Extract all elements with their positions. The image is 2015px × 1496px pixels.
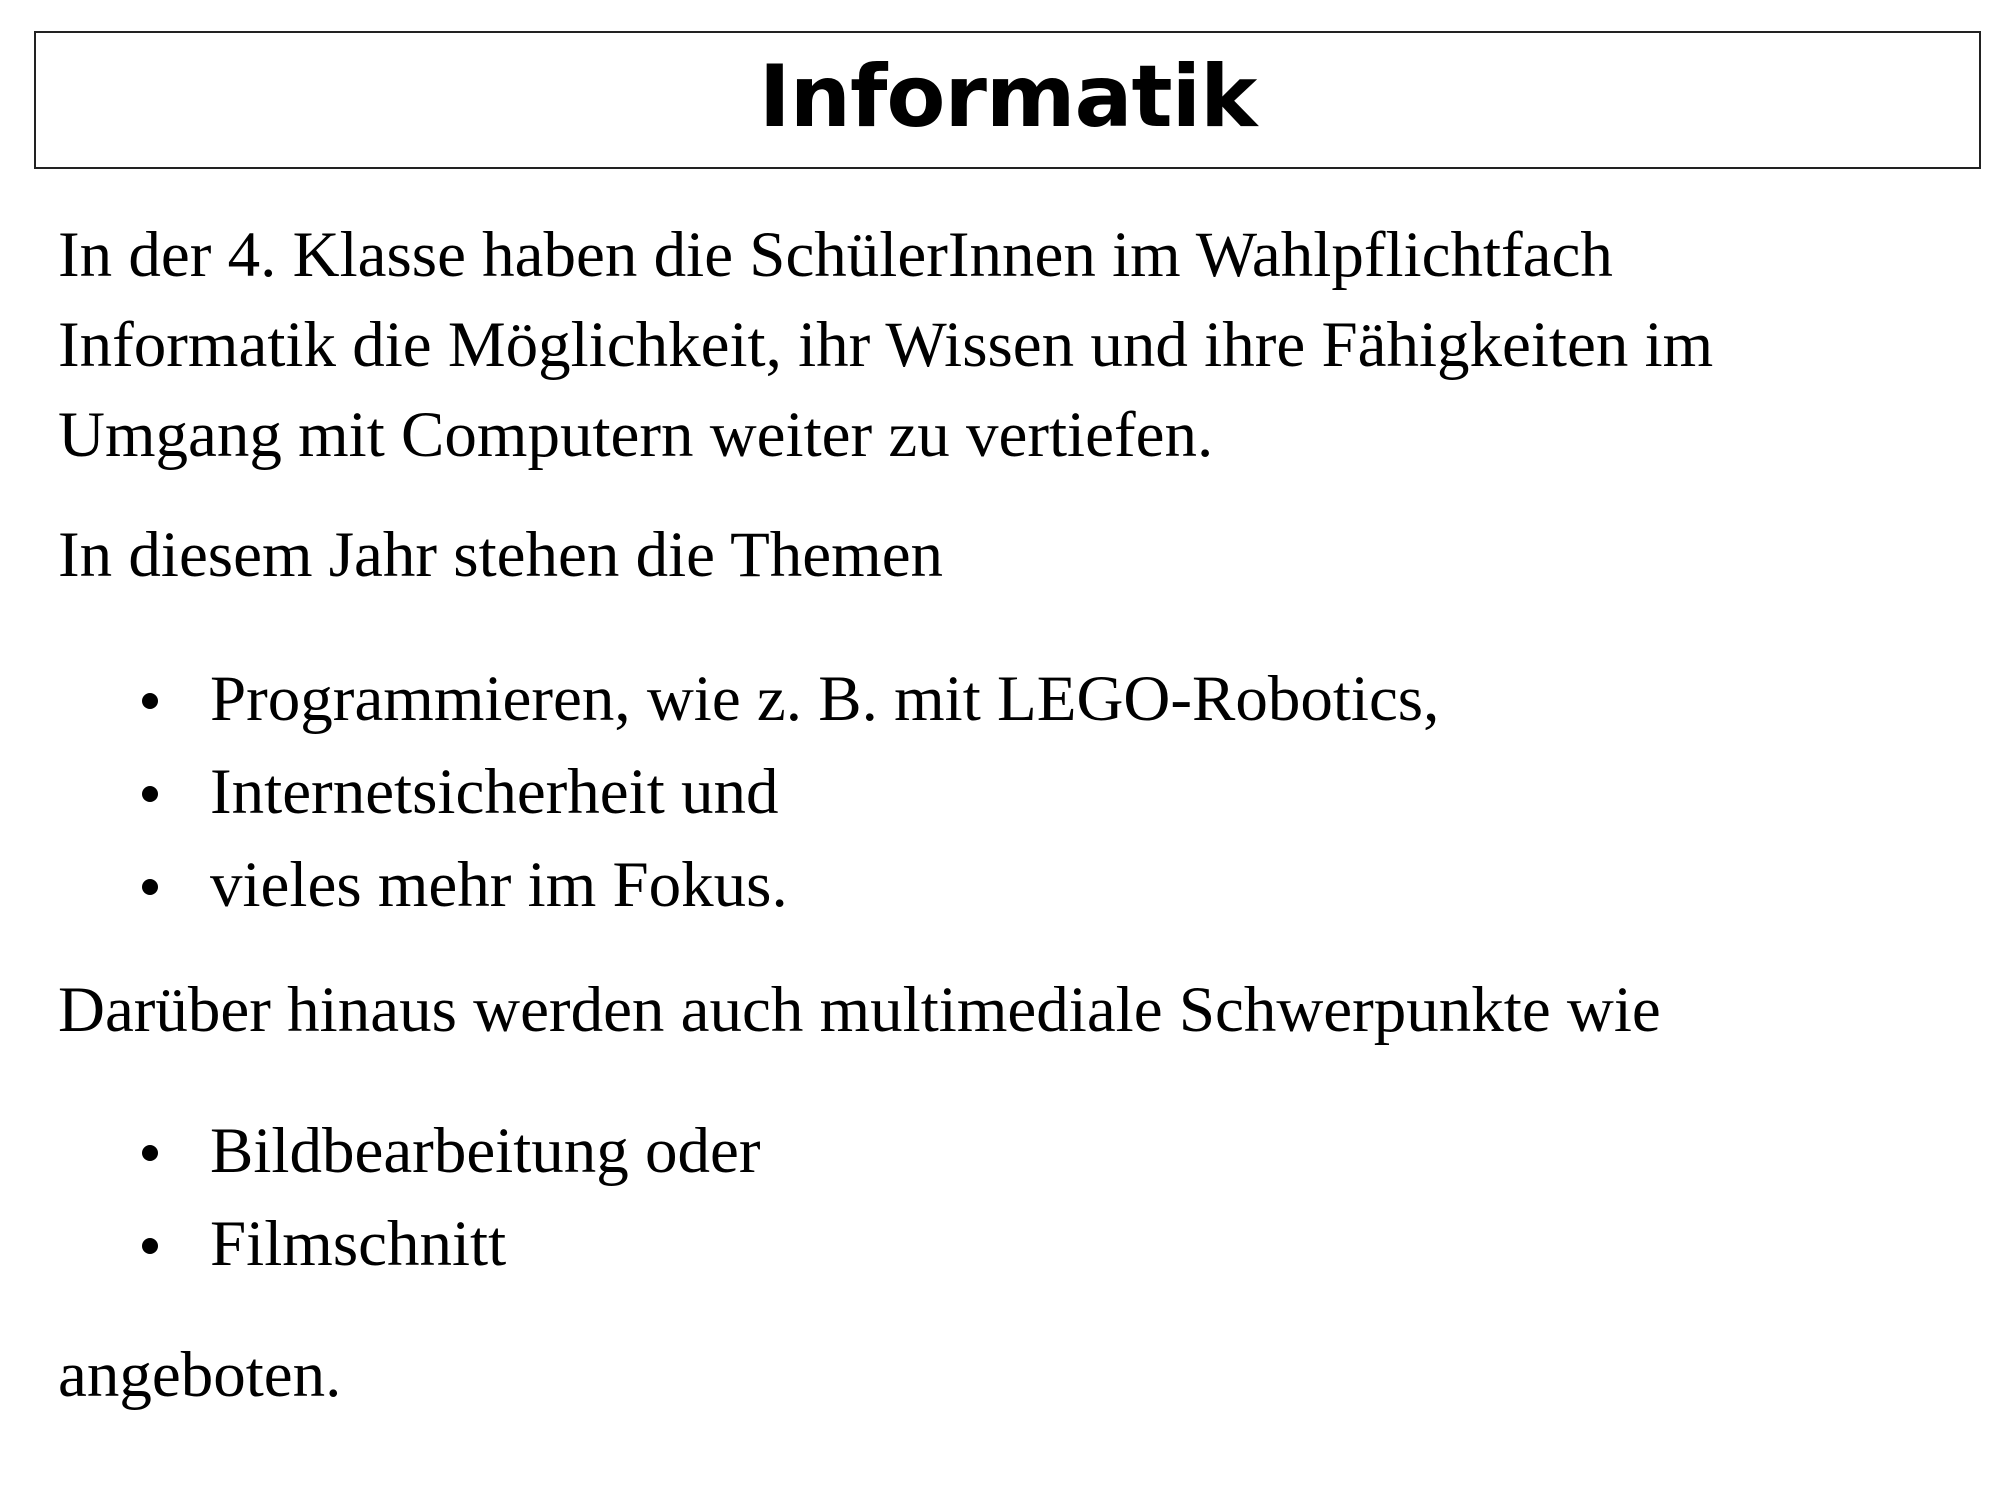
bullet-icon [142,879,158,895]
list-item [58,1198,761,1291]
multimedia-list [58,1105,761,1291]
bullet-icon [142,693,158,709]
title-box [34,31,1981,169]
list-item [58,839,1439,932]
bullet-icon [142,786,158,802]
intro-line: Informatik die Möglichkeit, ihr Wissen und ihre Fähigkeiten im [58,309,1714,381]
bullet-icon [142,1145,158,1161]
list-item-text: Internetsicherheit und [210,756,779,828]
list-item-text: Bildbearbeitung oder [210,1115,761,1187]
intro-line: In der 4. Klasse haben die SchülerInnen im Wahlpflichtfach [58,219,1613,291]
multimedia-intro: Darüber hinaus werden auch multimediale Schwerpunkte wie [58,974,1661,1046]
closing-text: angeboten. [58,1339,342,1411]
list-item [58,746,1439,839]
intro-line: Umgang mit Computern weiter zu vertiefen. [58,399,1214,471]
list-item-text: vieles mehr im Fokus. [210,849,788,921]
bullet-icon [142,1238,158,1254]
list-item-text: Programmieren, wie z. B. mit LEGO-Robotics, [210,663,1440,735]
themes-intro: In diesem Jahr stehen die Themen [58,519,944,591]
list-item [58,653,1439,746]
themes-list [58,653,1439,932]
list-item-text: Filmschnitt [210,1208,507,1280]
list-item [58,1105,761,1198]
page-title: Informatik [758,47,1257,147]
intro-paragraph [58,210,1918,480]
